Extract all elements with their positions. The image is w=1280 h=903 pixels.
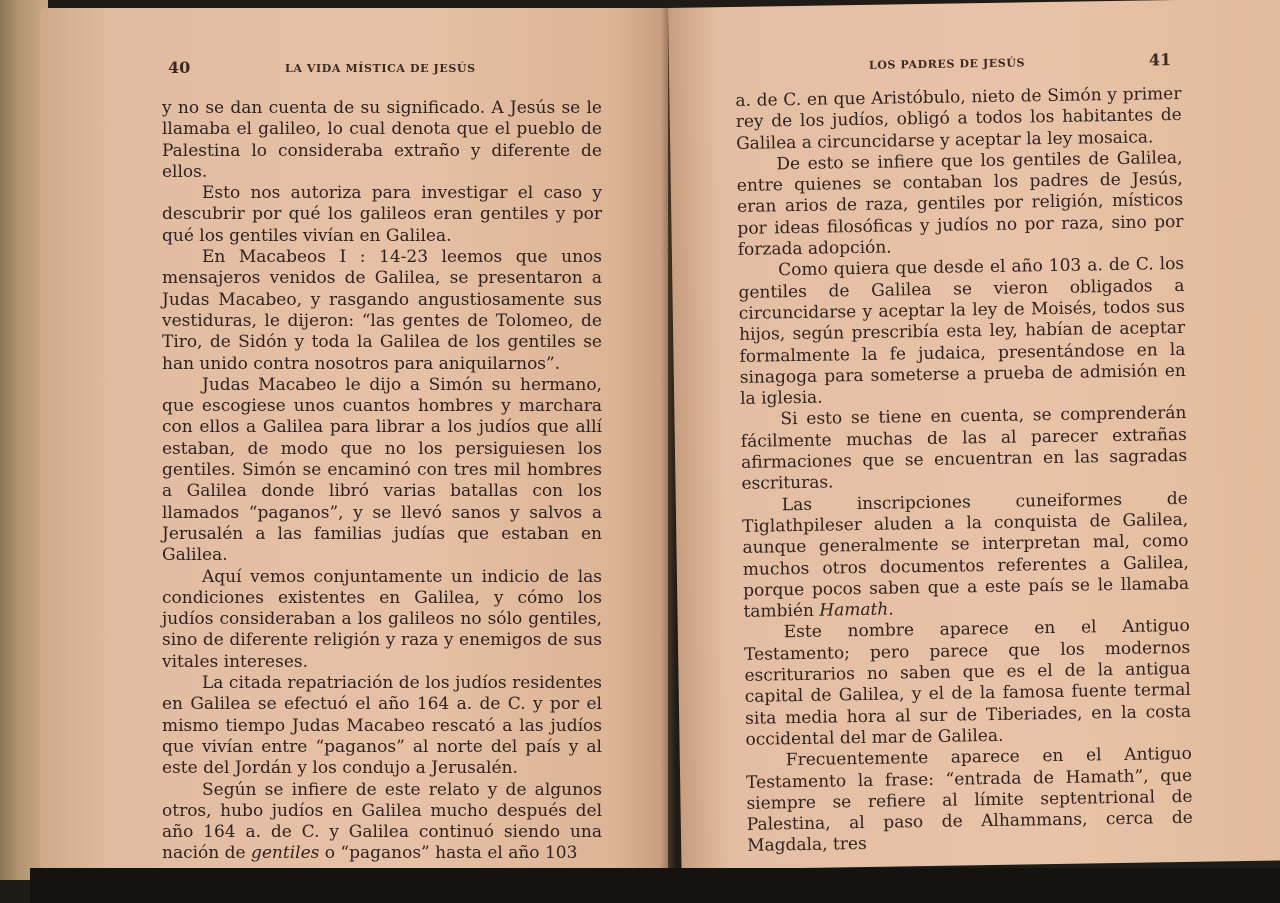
paragraph: Como quiera que desde el año 103 a. de C. los gentiles de Galilea se vieron obligados a circuncidarse y aceptar la ley de Moisés, todos sus hijos, según prescribía esta ley, habían de aceptar formalmente la fe judaica, presentándose en la sinagoga para someterse a prueba de admisión en la iglesia. <box>738 254 1186 410</box>
italic-word: Hamath. <box>819 599 894 621</box>
paragraph: y no se dan cuenta de su significado. A Jesús se le llamaba el galileo, lo cual denota que el pueblo de Palestina lo consideraba extraño y diferente de ellos. <box>162 98 602 182</box>
paragraph: La citada repatriación de los judíos residentes en Galilea se efectuó el año 164 a. de C. y por el mismo tiempo Judas Macabeo rescató a las judíos que vivían entre “paganos” al norte del país y al este del Jordán y los condujo a Jerusalén. <box>162 673 602 779</box>
paragraph: Este nombre aparece en el Antiguo Testamento; pero parece que los modernos escriturarios no saben que es el de la antigua capital de Galilea, y el de la famosa fuente termal sita media hora al sur de Tiberiades, en la costa occidental del mar de Galilea. <box>744 616 1192 750</box>
page-number: 40 <box>168 58 191 77</box>
paragraph: Aquí vemos conjuntamente un indicio de las condiciones existentes en Galilea, y cómo los judíos consideraban a los galileos no sólo gentiles, sino de diferente religión y raza y enemigos de sus vitales intereses. <box>162 566 602 672</box>
book-bottom-edge <box>30 868 1280 903</box>
running-title: LOS PADRES DE JESÚS <box>868 56 1026 72</box>
left-page-header <box>40 58 668 82</box>
left-page-body <box>162 98 602 865</box>
paragraph: Esto nos autoriza para investigar el caso y descubrir por qué los galileos eran gentiles y por qué los gentiles vivían en Galilea. <box>162 183 602 246</box>
left-page <box>40 8 668 870</box>
page-number: 41 <box>1148 50 1172 70</box>
right-page-header <box>669 48 1280 82</box>
right-page <box>668 0 1280 870</box>
right-page-body <box>735 84 1193 858</box>
running-title: LA VIDA MÍSTICA DE JESÚS <box>285 62 476 75</box>
paragraph: En Macabeos I : 14-23 leemos que unos mensajeros venidos de Galilea, se presentaron a Judas Macabeo, y rasgando angustiosamente sus vestiduras, le dijeron: “las gentes de Tolomeo, de Tiro, de Sidón y toda la Galilea de los gentiles se han unido contra nosotros para aniquilarnos”. <box>162 247 602 374</box>
paragraph <box>162 780 602 865</box>
italic-word: gentiles <box>250 843 320 864</box>
paragraph-text: Las inscripciones cuneiformes de Tiglathpileser aluden a la conquista de Galilea, aunque generalmente se interpretan mal, como muchos otros documentos referentes a Galilea, porque pocos saben que a este país se le llamaba también <box>742 488 1190 623</box>
paragraph: Judas Macabeo le dijo a Simón su hermano, que escogiese unos cuantos hombres y marchara con ellos a Galilea para librar a los judíos que allí estaban, de modo que no los persiguiesen los gentiles. Simón se encaminó con tres mil hombres a Galilea donde libró varias batallas con los llamados “paganos”, y se llevó sanos y salvos a Jerusalén a las familias judías que estaban en Galilea. <box>162 374 602 566</box>
paragraph: Si esto se tiene en cuenta, se comprenderán fácilmente muchas de las al parecer extrañas afirmaciones que se encuentran en las sagradas escrituras. <box>740 403 1188 495</box>
paragraph-text: o “paganos” hasta el año 103 <box>319 843 578 864</box>
paragraph: Frecuentemente aparece en el Antiguo Testamento la frase: “entrada de Hamath”, que siempre se refiere al límite septentrional de Palestina, al paso de Alhammans, cerca de Magdala, tres <box>746 744 1193 857</box>
paragraph: De esto se infiere que los gentiles de Galilea, entre quienes se contaban los padres de Jesús, eran arios de raza, gentiles por religión, místicos por ideas filosóficas y judíos no por raza, sino por forzada adopción. <box>736 147 1184 261</box>
paragraph <box>742 489 1190 624</box>
paragraph-text: Según se infiere de este relato y de algunos otros, hubo judíos en Galilea mucho después del año 164 a. de C. y Galilea continuó siendo una nación de <box>162 779 602 864</box>
paragraph: a. de C. en que Aristóbulo, nieto de Simón y primer rey de los judíos, obligó a todos los habitantes de Galilea a circuncidarse y aceptar la ley mosaica. <box>735 83 1182 154</box>
